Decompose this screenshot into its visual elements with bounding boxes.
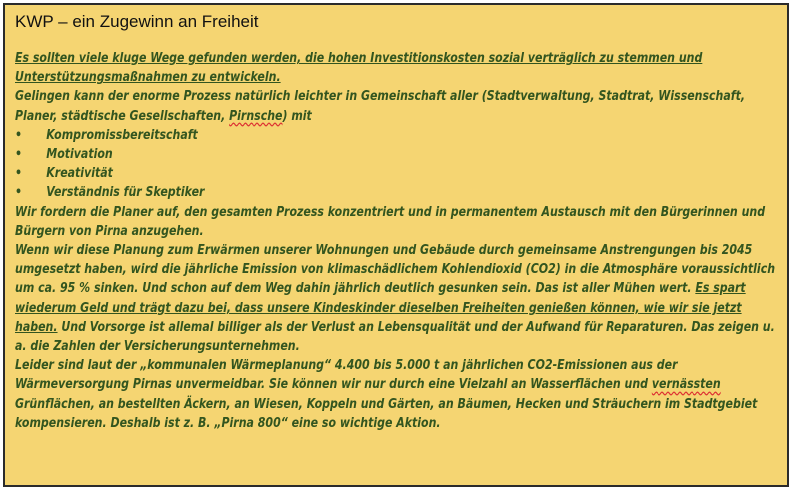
list-item	[15, 183, 780, 202]
bullet-icon: •	[15, 147, 23, 163]
emission-text: Wenn wir diese Planung zum Erwärmen unserer Wohnungen und Gebäude durch gemeinsame Anstrengungen bis 2045 umgesetzt haben, wird die jährliche Emission von klimaschädlichem Kohlendioxid (CO2) in die Atmosphäre voraussichtlich um ca. 95 % sinken. Und schon auf dem Weg dahin jährlich deutlich gesunken sein. Das ist aller Mühen wert.	[15, 243, 776, 297]
list-item-text: Kompromissbereitschaft	[46, 127, 198, 143]
bullet-icon: •	[15, 185, 23, 201]
bullet-list	[15, 126, 780, 203]
emission-underlined-text: Es spart wiederum Geld und trägt dazu bei, dass unsere Kindeskinder dieselben Freiheiten genießen können, wie wir sie jetzt haben.	[15, 281, 746, 335]
waerme-text: Leider sind laut der „kommunalen Wärmeplanung“ 4.400 bis 5.000 t an jährlichen CO2-Emissionen aus der Wärmeversorgung Pirnas unvermeidbar. Sie können wir nur durch eine Vielzahl an Wasserflächen und	[15, 358, 678, 393]
waerme-paragraph	[15, 356, 780, 433]
emission-text-end: Und Vorsorge ist allemal billiger als der Verlust an Lebensqualität und der Aufwand für Reparaturen. Das zeigen u. a. die Zahlen der Versicherungsunternehmen.	[15, 319, 775, 355]
intro-line: Gelingen kann der enorme Prozess natürlich leichter in Gemeinschaft aller (Stadtverwaltung, Stadtrat, Wissenschaft, Planer, städtische Gesellschaften,	[15, 89, 746, 124]
planer-paragraph: Wir fordern die Planer auf, den gesamten Prozess konzentriert und in permanentem Austausch mit den Bürgerinnen und Bürgern von Pirna anzugehen.	[15, 204, 766, 239]
intro-underlined-text: Es sollten viele kluge Wege gefunden werden, die hohen Investitionskosten sozial verträglich zu stemmen und Unterstützungsmaßnahmen zu entwickeln.	[15, 51, 703, 86]
waerme-text-end: Grünflächen, an bestellten Äckern, an Wiesen, Koppeln und Gärten, an Bäumen, Hecken und Sträuchern im Stadtgebiet kompensieren. Deshalb ist z. B. „Pirna 800“ eine so wichtige Aktion.	[15, 396, 758, 431]
list-item	[15, 126, 780, 145]
spellcheck-word-pirnsche: Pirnsche	[229, 108, 283, 124]
intro-paragraph	[15, 49, 780, 126]
emission-paragraph	[15, 241, 780, 356]
list-item-text: Kreativität	[46, 166, 113, 182]
bullet-icon: •	[15, 127, 23, 143]
body-text	[15, 49, 780, 433]
bullet-icon: •	[15, 166, 23, 182]
list-item-text: Motivation	[46, 147, 113, 163]
text-box	[3, 3, 789, 487]
spellcheck-word-vernaessten: vernässten	[651, 377, 721, 393]
list-item	[15, 164, 780, 183]
intro-line-end: ) mit	[282, 108, 312, 124]
document-title: KWP – ein Zugewinn an Freiheit	[15, 12, 259, 31]
list-item	[15, 145, 780, 164]
list-item-text: Verständnis für Skeptiker	[46, 185, 205, 201]
